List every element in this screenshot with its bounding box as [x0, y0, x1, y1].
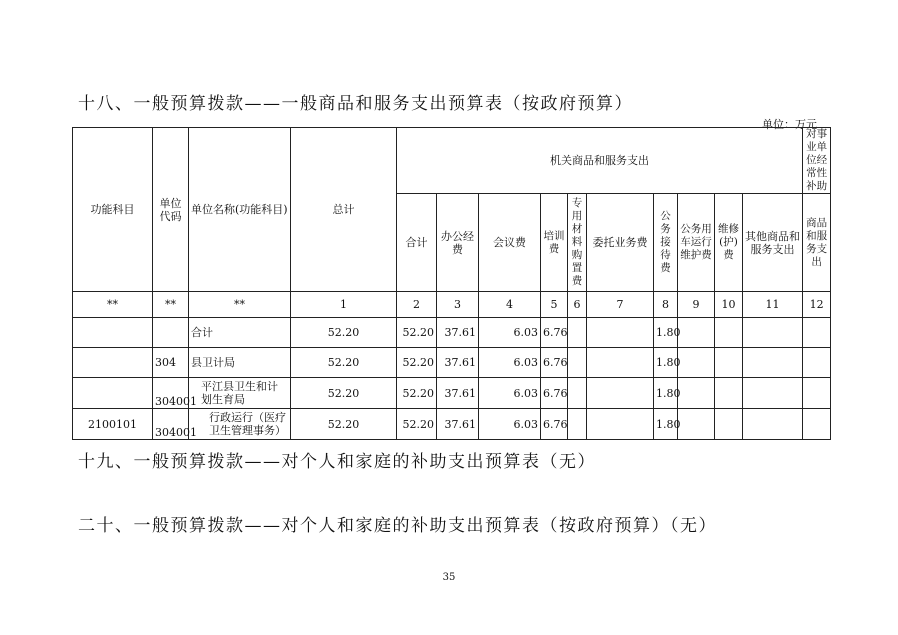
- index-cell: **: [153, 292, 189, 318]
- cell-name: 平江县卫生和计划生育局: [189, 378, 291, 409]
- index-row: [73, 292, 831, 318]
- cell-total: 52.20: [291, 409, 397, 440]
- header-entrusted: 委托业务费: [587, 194, 654, 292]
- header-unit-code: 单位代码: [153, 128, 189, 292]
- cell-reception: 1.80: [654, 318, 678, 348]
- cell-subtotal: 52.20: [397, 378, 437, 409]
- header-row-1: [73, 128, 831, 194]
- cell-subsidy: [803, 348, 831, 378]
- index-cell: 6: [568, 292, 587, 318]
- cell-subsidy: [803, 409, 831, 440]
- cell-code: 304: [153, 348, 189, 378]
- header-maintenance: 维修(护)费: [715, 194, 743, 292]
- section-20-title: 二十、一般预算拨款——对个人和家庭的补助支出预算表（按政府预算）（无）: [78, 516, 717, 536]
- cell-total: 52.20: [291, 318, 397, 348]
- cell-office: 37.61: [437, 409, 479, 440]
- unit-label: 单位：万元: [762, 118, 817, 131]
- cell-training: 6.76: [541, 378, 568, 409]
- cell-maintenance: [715, 378, 743, 409]
- cell-subtotal: 52.20: [397, 348, 437, 378]
- cell-reception: 1.80: [654, 409, 678, 440]
- cell-code: 304001: [153, 409, 189, 440]
- cell-training: 6.76: [541, 409, 568, 440]
- cell-func: [73, 378, 153, 409]
- cell-name: 合计: [189, 318, 291, 348]
- cell-subtotal: 52.20: [397, 318, 437, 348]
- cell-vehicle: [678, 348, 715, 378]
- cell-vehicle: [678, 378, 715, 409]
- index-cell: **: [73, 292, 153, 318]
- header-total: 总计: [291, 128, 397, 292]
- cell-reception: 1.80: [654, 348, 678, 378]
- cell-vehicle: [678, 318, 715, 348]
- index-cell: 5: [541, 292, 568, 318]
- cell-func: [73, 348, 153, 378]
- cell-code: [153, 318, 189, 348]
- header-func-subject: 功能科目: [73, 128, 153, 292]
- header-group-subsidy: 对事业单位经常性补助: [803, 128, 831, 194]
- index-cell: **: [189, 292, 291, 318]
- index-cell: 4: [479, 292, 541, 318]
- header-training: 培训费: [541, 194, 568, 292]
- section-18-title: 十八、一般预算拨款——一般商品和服务支出预算表（按政府预算）: [78, 94, 633, 114]
- header-reception: 公务接待费: [654, 194, 678, 292]
- cell-entrusted: [587, 318, 654, 348]
- cell-office: 37.61: [437, 318, 479, 348]
- index-cell: 12: [803, 292, 831, 318]
- index-cell: 3: [437, 292, 479, 318]
- cell-entrusted: [587, 409, 654, 440]
- cell-vehicle: [678, 409, 715, 440]
- header-materials: 专用材料购置费: [568, 194, 587, 292]
- header-office: 办公经费: [437, 194, 479, 292]
- table-row: [73, 409, 831, 440]
- cell-func: 2100101: [73, 409, 153, 440]
- cell-other: [743, 409, 803, 440]
- header-vehicle: 公务用车运行维护费: [678, 194, 715, 292]
- cell-total: 52.20: [291, 348, 397, 378]
- cell-meeting: 6.03: [479, 409, 541, 440]
- index-cell: 7: [587, 292, 654, 318]
- cell-maintenance: [715, 348, 743, 378]
- cell-subsidy: [803, 318, 831, 348]
- index-cell: 10: [715, 292, 743, 318]
- header-subtotal: 合计: [397, 194, 437, 292]
- cell-func: [73, 318, 153, 348]
- cell-reception: 1.80: [654, 378, 678, 409]
- cell-subtotal: 52.20: [397, 409, 437, 440]
- cell-office: 37.61: [437, 378, 479, 409]
- cell-name: 行政运行（医疗卫生管理事务）: [189, 409, 291, 440]
- header-meeting: 会议费: [479, 194, 541, 292]
- cell-materials: [568, 318, 587, 348]
- cell-maintenance: [715, 318, 743, 348]
- cell-materials: [568, 409, 587, 440]
- cell-other: [743, 378, 803, 409]
- cell-training: 6.76: [541, 318, 568, 348]
- index-cell: 1: [291, 292, 397, 318]
- cell-subsidy: [803, 378, 831, 409]
- cell-office: 37.61: [437, 348, 479, 378]
- index-cell: 9: [678, 292, 715, 318]
- cell-training: 6.76: [541, 348, 568, 378]
- index-cell: 8: [654, 292, 678, 318]
- index-cell: 11: [743, 292, 803, 318]
- header-other: 其他商品和服务支出: [743, 194, 803, 292]
- index-cell: 2: [397, 292, 437, 318]
- header-subsidy-goods: 商品和服务支出: [803, 194, 831, 292]
- cell-meeting: 6.03: [479, 348, 541, 378]
- cell-maintenance: [715, 409, 743, 440]
- cell-other: [743, 348, 803, 378]
- cell-entrusted: [587, 348, 654, 378]
- table-row: [73, 318, 831, 348]
- cell-code: 304001: [153, 378, 189, 409]
- budget-table: [72, 127, 831, 440]
- table-row: [73, 378, 831, 409]
- cell-name: 县卫计局: [189, 348, 291, 378]
- cell-meeting: 6.03: [479, 378, 541, 409]
- cell-entrusted: [587, 378, 654, 409]
- section-19-title: 十九、一般预算拨款——对个人和家庭的补助支出预算表（无）: [78, 452, 596, 472]
- cell-materials: [568, 378, 587, 409]
- header-unit-name: 单位名称(功能科目): [189, 128, 291, 292]
- header-group-org-goods: 机关商品和服务支出: [397, 128, 803, 194]
- cell-meeting: 6.03: [479, 318, 541, 348]
- cell-other: [743, 318, 803, 348]
- cell-total: 52.20: [291, 378, 397, 409]
- table-row: [73, 348, 831, 378]
- page-number: 35: [442, 572, 456, 583]
- cell-materials: [568, 348, 587, 378]
